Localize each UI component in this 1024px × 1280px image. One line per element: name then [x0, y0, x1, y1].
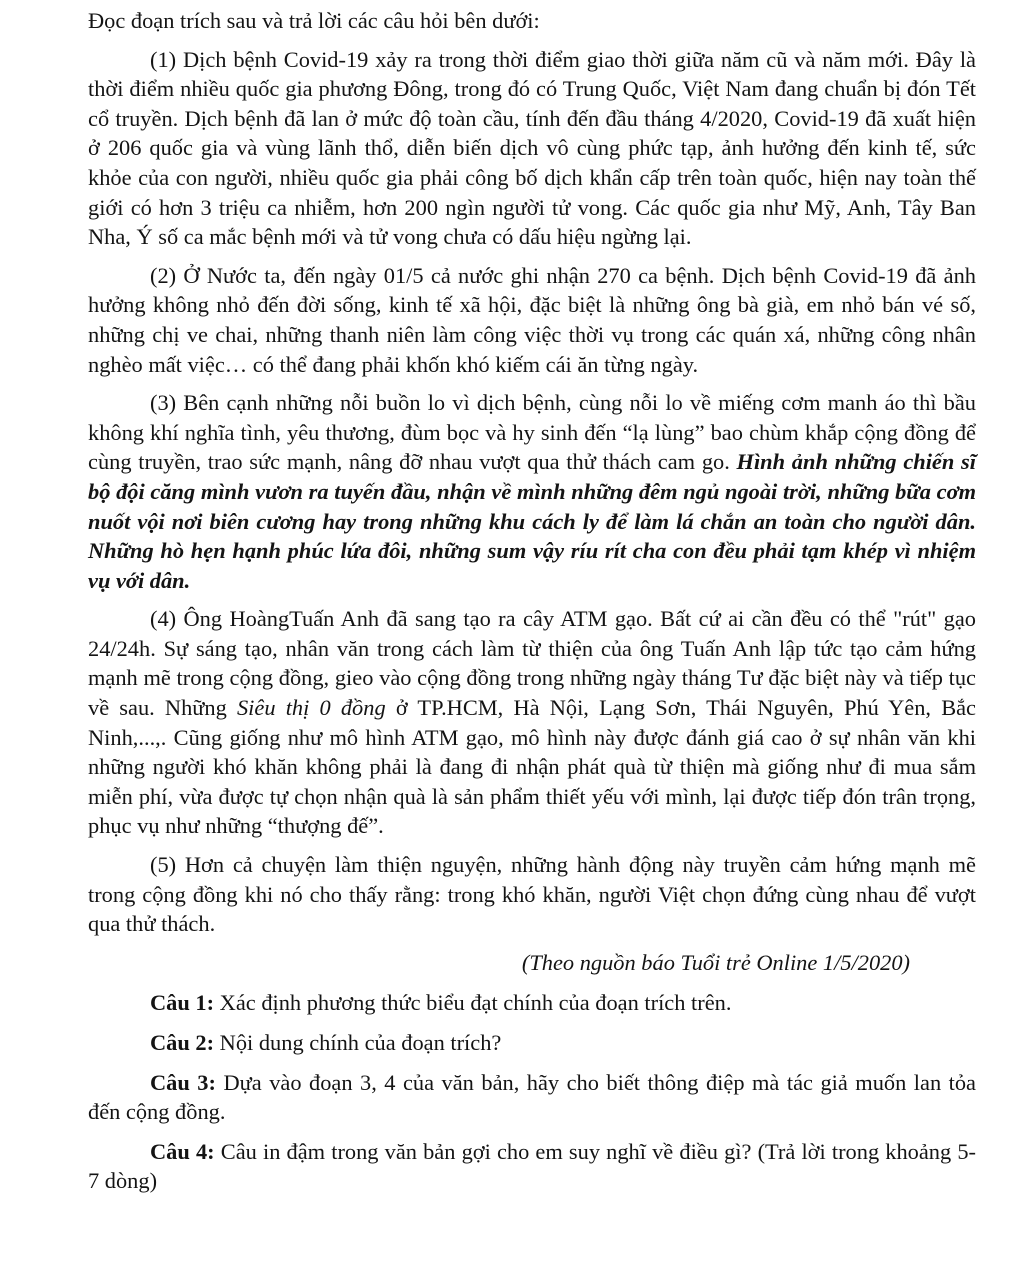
passage-paragraph-5: (5) Hơn cả chuyện làm thiện nguyện, những hành động này truyền cảm hứng mạnh mẽ trong cộng đồng khi nó cho thấy rằng: trong khó khăn, người Việt chọn đứng cùng nhau để vượt qua thử thách.	[88, 852, 976, 937]
passage-paragraph-1: (1) Dịch bệnh Covid-19 xảy ra trong thời điểm giao thời giữa năm cũ và năm mới. Đây là thời điểm nhiều quốc gia phương Đông, trong đó có Trung Quốc, Việt Nam đang chuẩn bị đón Tết cổ truyền. Dịch bệnh đã lan ở mức độ toàn cầu, tính đến đầu tháng 4/2020, Covid-19 đã xuất hiện ở 206 quốc gia và vùng lãnh thổ, diễn biến dịch vô cùng phức tạp, ảnh hưởng đến kinh tế, sức khỏe của con người, nhiều quốc gia phải công bố dịch khẩn cấp trên toàn quốc, hiện nay toàn thế giới có hơn 3 triệu ca nhiễm, hơn 200 ngìn người tử vong. Các quốc gia như Mỹ, Anh, Tây Ban Nha, Ý số ca mắc bệnh mới và tử vong chưa có dấu hiệu ngừng lại.	[88, 46, 976, 250]
question-1	[88, 988, 976, 1018]
paragraph-3-text: (3) Bên cạnh những nỗi buồn lo vì dịch bệnh, cùng nỗi lo về miếng cơm manh áo thì bầu không khí nghĩa tình, yêu thương, đùm bọc và hy sinh đến “lạ lùng” bao chùm khắp cộng đồng để cùng truyền, trao sức mạnh, nâng đỡ nhau vượt qua thử thách cam go.	[88, 390, 976, 475]
question-3-text: Dựa vào đoạn 3, 4 của văn bản, hãy cho biết thông điệp mà tác giả muốn lan tỏa đến cộng đồng.	[88, 1069, 976, 1125]
bold-italic-sentence: Hình ảnh những chiến sĩ bộ đội căng mình vươn ra tuyến đầu, nhận về mình những đêm ngủ ngoài trời, những bữa cơm nuốt vội nơi biên cương hay trong những khu cách ly để làm lá chắn an toàn cho người dân. Những hò hẹn hạnh phúc lứa đôi, những sum vậy ríu rít cha con đều phải tạm khép vì nhiệm vụ với dân.	[88, 449, 976, 593]
question-3	[88, 1068, 976, 1127]
paragraph-4-text-before: (4) Ông HoàngTuấn Anh đã sang tạo ra cây ATM gạo. Bất cứ ai cần đều có thể "rút" gạo 24/24h. Sự sáng tạo, nhân văn trong cách làm từ thiện của ông Tuấn Anh lập tức tạo cảm hứng mạnh mẽ trong cộng đồng, gieo vào cộng đồng trong những ngày tháng Tư đặc biệt này và tiếp tục về sau. Những	[88, 606, 976, 721]
question-4-text: Câu in đậm trong văn bản gợi cho em suy nghĩ về điều gì? (Trả lời trong khoảng 5-7 dòng)	[88, 1138, 976, 1194]
passage-paragraph-2: (2) Ở Nước ta, đến ngày 01/5 cả nước ghi nhận 270 ca bệnh. Dịch bệnh Covid-19 đã ảnh hưởng không nhỏ đến đời sống, kinh tế xã hội, đặc biệt là những ông bà già, em nhỏ bán vé số, những chị ve chai, những thanh niên làm công việc thời vụ trong các quán xá, những công nhân nghèo mất việc… có thể đang phải khốn khó kiếm cái ăn từng ngày.	[88, 262, 976, 377]
instruction-heading: Đọc đoạn trích sau và trả lời các câu hỏi bên dưới:	[88, 8, 540, 33]
question-4	[88, 1137, 976, 1196]
question-4-label: Câu 4:	[150, 1138, 215, 1164]
document-page	[88, 6, 976, 1206]
paragraph-4-text-after: ở TP.HCM, Hà Nội, Lạng Sơn, Thái Nguyên, Phú Yên, Bắc Ninh,...,. Cũng giống như mô hình ATM gạo, mô hình này được đánh giá cao ở sự nhân văn khi những người khó khăn không phải là đang đi nhận phát quà từ thiện mà giống như đi mua sắm miễn phí, vừa được tự chọn nhận quà là sản phẩm thiết yếu với mình, lại được tiếp đón trân trọng, phục vụ như những “thượng đế”.	[88, 695, 976, 839]
italic-store-name: Siêu thị 0 đồng	[236, 695, 386, 721]
question-1-label: Câu 1:	[150, 990, 215, 1016]
question-1-text: Xác định phương thức biểu đạt chính của đoạn trích trên.	[214, 990, 732, 1016]
source-citation: (Theo nguồn báo Tuổi trẻ Online 1/5/2020)	[521, 949, 910, 975]
question-2	[88, 1028, 976, 1058]
passage-paragraph-4	[88, 604, 976, 841]
question-2-text: Nội dung chính của đoạn trích?	[214, 1030, 502, 1055]
passage-paragraph-3	[88, 388, 976, 595]
question-2-label: Câu 2:	[150, 1030, 215, 1055]
question-3-label: Câu 3:	[150, 1069, 216, 1095]
